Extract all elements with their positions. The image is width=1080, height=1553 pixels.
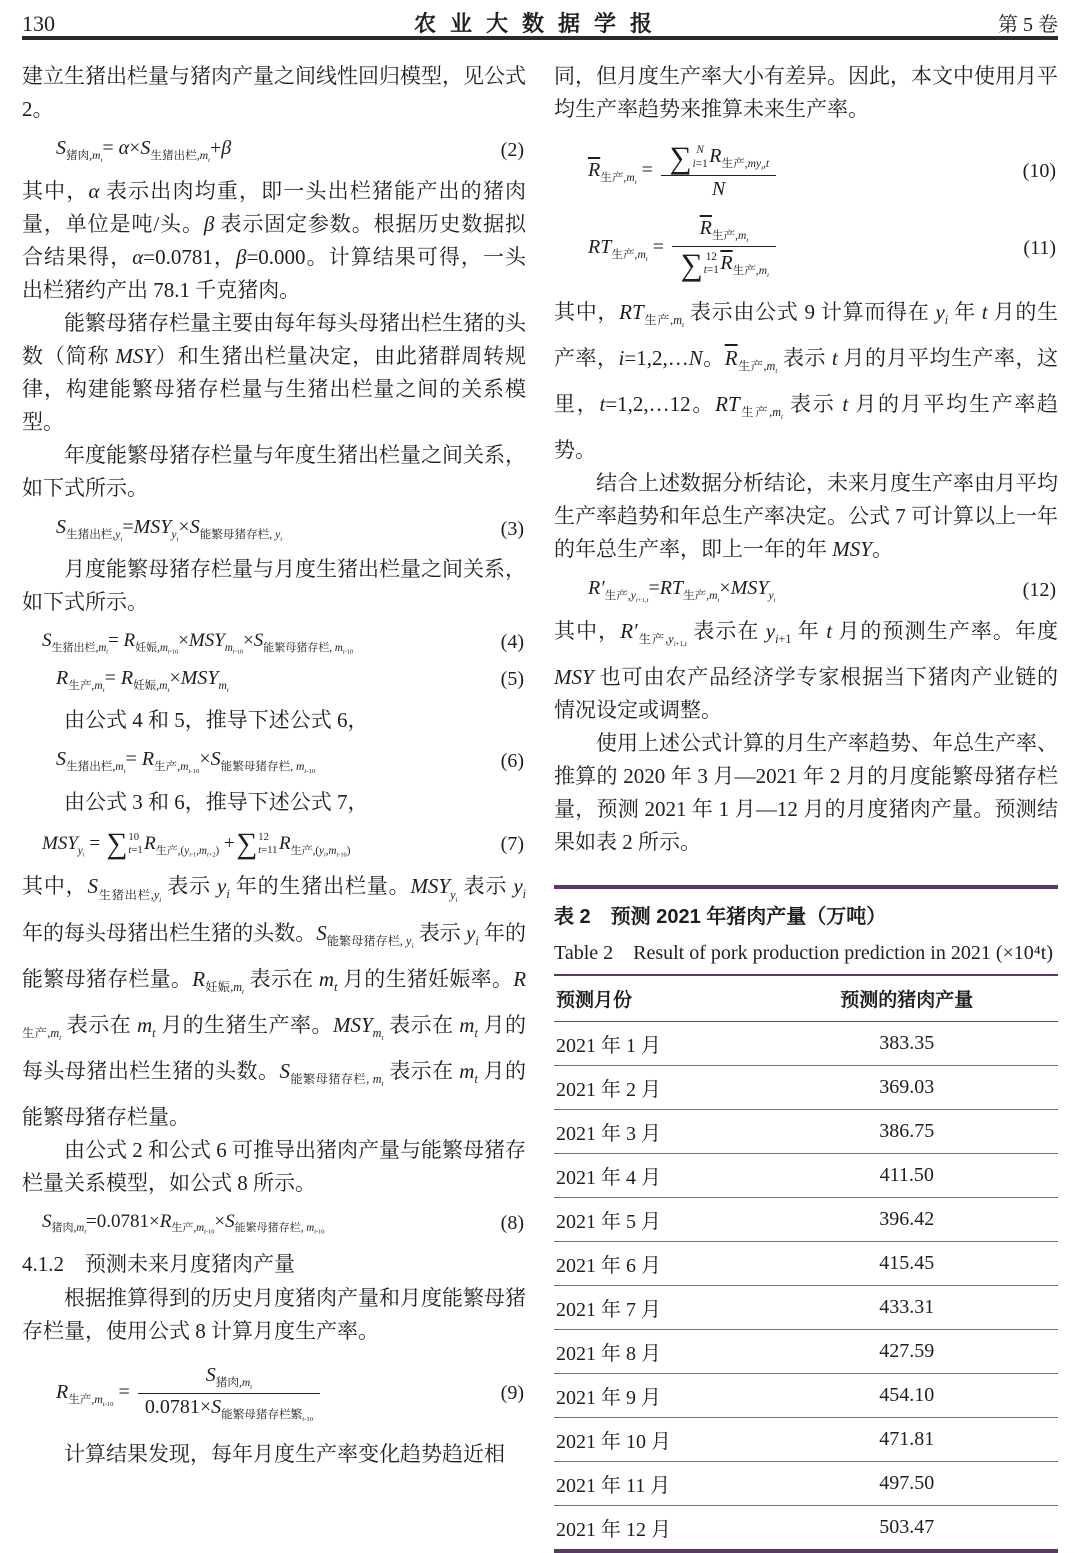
cell-value: 433.31: [756, 1285, 1058, 1329]
cell-month: 2021 年 9 月: [554, 1373, 756, 1417]
table-row: [554, 1241, 1058, 1285]
equation-12: [554, 577, 1058, 604]
equation-body: $MSY_{y_i}$ = ∑ 10 t=1 $R_{生产,(y_{i-1},m_{t+2})}$ + ∑ 12 t=11 $R_{生产,(y_i,m_{t-10})}$: [42, 827, 351, 860]
table-row: [554, 1417, 1058, 1461]
table-row: [554, 1109, 1058, 1153]
equation-number: (2): [500, 138, 524, 161]
equation-6: [22, 748, 526, 775]
equation-number: (10): [1022, 160, 1056, 182]
paragraph: 同，但月度生产率大小有差异。因此，本文中使用月平均生产率趋势来推算未来生产率。: [554, 64, 1058, 121]
equation-body: $\overline{R}_{生产,m_t}$ = ∑ N i=1 $R_{生产,my_i,t}$ N: [554, 142, 1023, 201]
journal-title: 农业大数据学报: [413, 11, 666, 36]
paragraph: 其中，$S_{生猪出栏,y_i}$ 表示 $y_i$ 年的生猪出栏量。$MSY_{y_i}$ 表示 $y_i$ 年的每头母猪出栏生猪的头数。$S_{能繁母猪存栏, y_i}$ 表示 $y_i$ 年的能繁母猪存栏量。$R_{妊娠,m_t}$ 表示在 $m_t$ 月的生猪妊娠率。$R_{生产,m_t}$ 表示在 $m_t$ 月的生猪生产率。$MSY_{m_t}$ 表示在 $m_t$ 月的每头母猪出栏生猪的头数。$S_{能繁母猪存栏, m_t}$ 表示在 $m_t$ 月的能繁母猪存栏量。: [22, 874, 527, 1129]
paragraph: 根据推算得到的历史月度猪肉产量和月度能繁母猪存栏量，使用公式 8 计算月度生产率。: [22, 1286, 526, 1344]
cell-value: 427.59: [756, 1329, 1058, 1373]
right-column: [554, 60, 1058, 1553]
equation-number: (4): [500, 631, 524, 654]
table-row: [554, 1373, 1058, 1417]
table-2: [554, 885, 1058, 1553]
equation-number: (5): [500, 668, 524, 691]
paragraph: 由公式 2 和公式 6 可推导出猪肉产量与能繁母猪存栏量关系模型，如公式 8 所示。: [22, 1137, 526, 1195]
two-column-body: [22, 40, 1058, 1553]
equation-number: (9): [500, 1381, 524, 1404]
equation-body: $RT_{生产,m_t}$ = $\overline{R}_{生产,m_t}$ ∑ 12 t=1 $\overline{R}_{生产,m_t}$: [554, 217, 1023, 280]
equation-number: (3): [500, 517, 524, 540]
running-head: [22, 0, 1058, 36]
volume-label: 第 5 卷: [998, 14, 1058, 36]
paragraph: 月度能繁母猪存栏量与月度生猪出栏量之间关系，如下式所示。: [22, 557, 526, 615]
cell-value: 383.35: [879, 1031, 935, 1054]
table-row: [554, 1285, 1058, 1329]
equation-body: $R_{生产,m_{t-10}}$ = $S_{猪肉,m_t}$ $0.0781\times S_{能繁母猪存栏繁_{t-10}}$: [22, 1364, 501, 1422]
equation-5: [22, 667, 526, 694]
cell-month: 2021 年 1 月: [556, 1034, 661, 1057]
equation-10: [554, 142, 1058, 201]
cell-month: 2021 年 11 月: [554, 1461, 756, 1505]
equation-number: (8): [500, 1211, 524, 1234]
table-caption-en: Table 2 Result of pork production prediction in 2021 (×10⁴t): [554, 941, 1053, 964]
table-row: [554, 1329, 1058, 1373]
paragraph: 由公式 3 和 6，推导下述公式 7，: [64, 789, 369, 814]
paragraph: 年度能繁母猪存栏量与年度生猪出栏量之间关系，如下式所示。: [22, 442, 526, 500]
cell-value: 503.47: [756, 1505, 1058, 1551]
table-row: [554, 1197, 1058, 1241]
equation-3: [22, 516, 526, 543]
table-caption-zh: 表 2 预测 2021 年猪肉产量（万吨）: [554, 905, 887, 928]
cell-value: 497.50: [756, 1461, 1058, 1505]
cell-month: 2021 年 3 月: [554, 1109, 756, 1153]
cell-month: 2021 年 4 月: [554, 1153, 756, 1197]
paragraph: 由公式 4 和 5，推导下述公式 6，: [64, 708, 369, 733]
cell-month: 2021 年 6 月: [554, 1241, 756, 1285]
table-row: [554, 1021, 1058, 1065]
cell-month: 2021 年 5 月: [554, 1197, 756, 1241]
equation-body: $S_{生猪出栏,y_i}=MSY_{y_i}\times S_{能繁母猪存栏, y_i}$: [56, 515, 283, 543]
paragraph: 计算结果发现，每年月度生产率变化趋势趋近相: [64, 1442, 505, 1467]
col-header-month: 预测月份: [554, 975, 756, 1022]
cell-value: 386.75: [756, 1109, 1058, 1153]
col-header-value: 预测的猪肉产量: [756, 975, 1058, 1022]
cell-month: 2021 年 2 月: [554, 1065, 756, 1109]
paragraph: 能繁母猪存栏量主要由每年每头母猪出栏生猪的头数（简称 MSY）和生猪出栏量决定，由此猪群周转规律，构建能繁母猪存栏量与生猪出栏量之间的关系模型。: [22, 310, 527, 434]
equation-body: $R'_{生产,y_{i+1,t}}=RT_{生产,m_t}\times MSY_{y_i}$: [588, 576, 776, 604]
cell-value: 411.50: [756, 1153, 1058, 1197]
equation-11: [554, 217, 1058, 280]
paragraph: 其中，$R'_{生产,y_{i+1,t}}$ 表示在 $y_{i+1}$ 年 t 月的预测生产率。年度 MSY 也可由农产品经济学专家根据当下猪肉产业链的情况设定或调整。: [554, 618, 1059, 722]
table-row: [554, 1065, 1058, 1109]
equation-2: [22, 137, 526, 164]
equation-body: $S_{生猪出栏,m_t}= R_{妊娠,m_{t-10}}\times MSY_{m_{t-10}}\times S_{能繁母猪存栏, m_{t-10}}$: [42, 630, 354, 656]
section-heading-4-1-2: 4.1.2 预测未来月度猪肉产量: [22, 1252, 295, 1277]
equation-body: $S_{生猪出栏,m_t}= R_{生产,m_{t-10}}\times S_{能繁母猪存栏, m_{t-10}}$: [56, 748, 316, 775]
equation-8: [22, 1211, 526, 1236]
table-row: [554, 1153, 1058, 1197]
cell-month: 2021 年 12 月: [554, 1505, 756, 1551]
equation-7: [22, 827, 526, 860]
cell-month: 2021 年 8 月: [554, 1329, 756, 1373]
paragraph: 使用上述公式计算的月生产率趋势、年总生产率、推算的 2020 年 3 月—2021 年 2 月的月度能繁母猪存栏量，预测 2021 年 1 月—12 月的月度猪肉产量。预测结果如表 2 所示。: [554, 730, 1058, 854]
left-column: [22, 60, 526, 1553]
equation-9: [22, 1364, 526, 1422]
equation-body: $S_{猪肉,m_t}= \alpha\times S_{生猪出栏,m_t}+\beta$: [56, 137, 232, 164]
equation-number: (7): [500, 833, 524, 856]
equation-body: $R_{生产,m_t}= R_{妊娠,m_t}\times MSY_{m_t}$: [56, 666, 229, 694]
table-row: [554, 1461, 1058, 1505]
paragraph: 结合上述数据分析结论，未来月度生产率由月平均生产率趋势和年总生产率决定。公式 7 可计算以上一年的年总生产率，即上一年的年 MSY。: [554, 470, 1058, 561]
equation-number: (12): [1022, 578, 1056, 601]
cell-month: 2021 年 10 月: [554, 1417, 756, 1461]
paragraph: 建立生猪出栏量与猪肉产量之间线性回归模型，见公式 2。: [22, 64, 526, 121]
cell-value: 454.10: [756, 1373, 1058, 1417]
cell-value: 415.45: [756, 1241, 1058, 1285]
paragraph: 其中，α 表示出肉均重，即一头出栏猪能产出的猪肉量，单位是吨/头。β 表示固定参数。根据历史数据拟合结果得，α=0.0781，β=0.000。计算结果可得，一头出栏猪约产出 78.1 千克猪肉。: [22, 178, 527, 302]
cell-value: 369.03: [756, 1065, 1058, 1109]
equation-number: (6): [500, 750, 524, 773]
table-row: [554, 1505, 1058, 1551]
page-number: 130: [22, 11, 55, 36]
cell-value: 471.81: [756, 1417, 1058, 1461]
equation-4: [22, 630, 526, 655]
equation-body: $S_{猪肉,m_t}=0.0781\times R_{生产,m_{t-10}}\times S_{能繁母猪存栏, m_{t-10}}$: [42, 1210, 325, 1237]
equation-number: (11): [1023, 236, 1056, 259]
paragraph: 其中，$RT_{生产,m_t}$ 表示由公式 9 计算而得在 $y_i$ 年 t 月的生产率，i=1,2,…N。$\overline{R}_{生产,m_t}$ 表示 t 月的月平均生产率，这里，t=1,2,…12。$RT_{生产,m_t}$ 表示 t 月的月平均生产率趋势。: [554, 299, 1059, 462]
table-header-row: [554, 975, 1058, 1022]
cell-value: 396.42: [756, 1197, 1058, 1241]
cell-month: 2021 年 7 月: [554, 1285, 756, 1329]
prediction-table: [554, 974, 1058, 1553]
